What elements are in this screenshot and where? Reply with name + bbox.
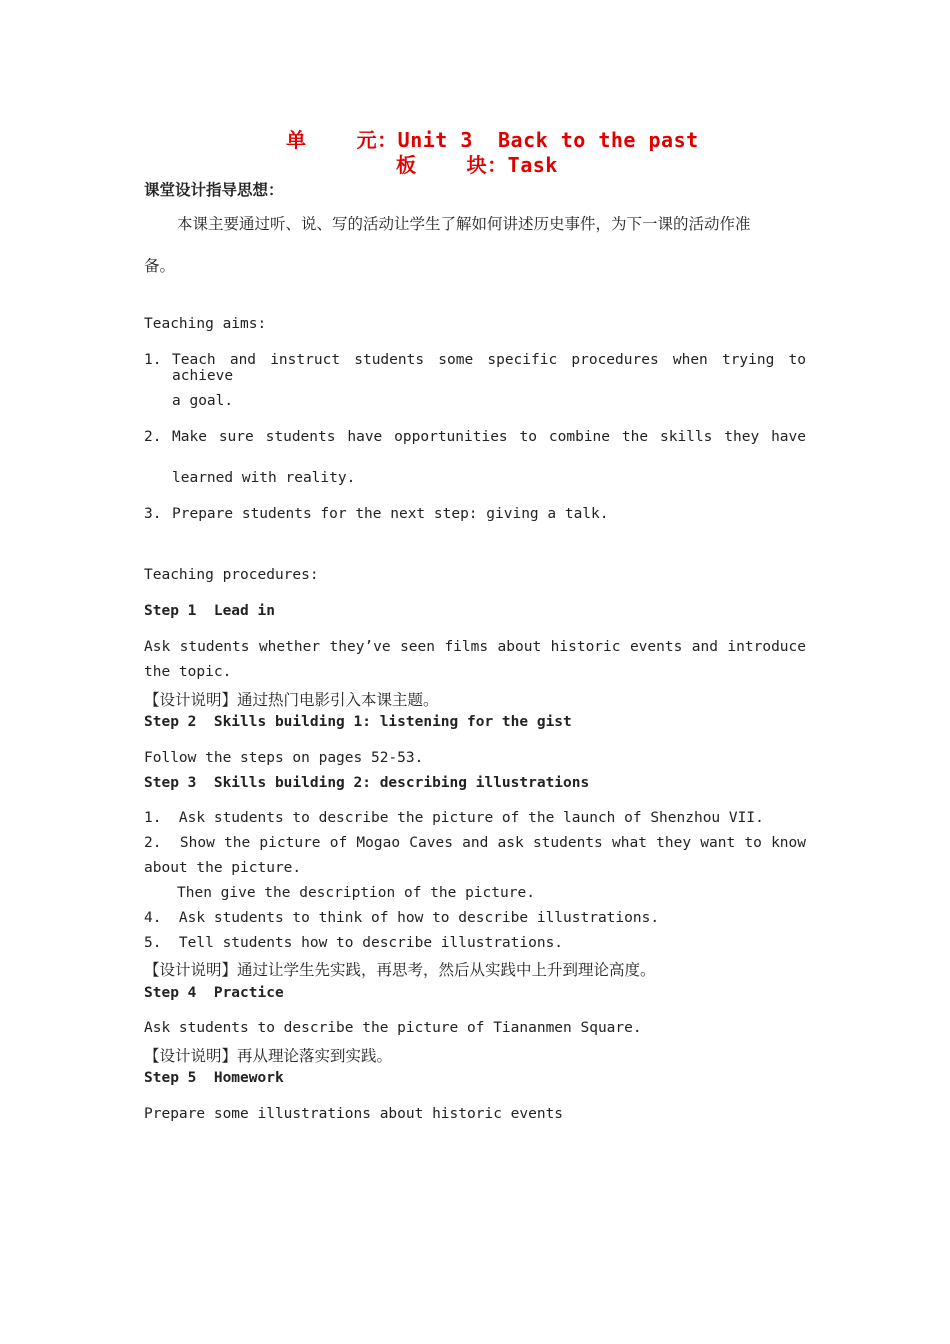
aim-number: 2. <box>144 429 162 445</box>
aim-text-line1: Prepare students for the next step: giving a talk. <box>172 506 609 522</box>
step4-title: Step 4 Practice <box>144 985 284 1001</box>
step3-item2-line2: about the picture. <box>144 860 302 876</box>
step2-text: Follow the steps on pages 52-53. <box>144 750 424 766</box>
step3-item5: 5. Tell students how to describe illustrations. <box>144 935 564 951</box>
title-unit: 单 元：Unit 3 Back to the past <box>286 128 699 152</box>
step3-item1: 1. Ask students to describe the picture of the launch of Shenzhou VII. <box>144 810 764 826</box>
step1-text-line1: Ask students whether they’ve seen films about historic events and introduce <box>144 639 806 655</box>
step1-text-line2: the topic. <box>144 664 232 680</box>
step3-item2-line1: 2. Show the picture of Mogao Caves and ask students what they want to know <box>144 835 806 851</box>
procedures-heading: Teaching procedures: <box>144 567 319 583</box>
step5-text: Prepare some illustrations about historic events <box>144 1106 564 1122</box>
aims-heading: Teaching aims: <box>144 316 267 332</box>
guide-paragraph-line1: 本课主要通过听、说、写的活动让学生了解如何讲述历史事件，为下一课的活动作准 <box>177 215 751 233</box>
step3-item2-line3: Then give the description of the picture. <box>177 885 535 901</box>
aim-text-line1: Teach and instruct students some specific procedures when trying to achieve <box>172 352 806 384</box>
step5-title: Step 5 Homework <box>144 1070 284 1086</box>
aim-number: 1. <box>144 352 162 368</box>
guide-paragraph-line2: 备。 <box>144 257 176 275</box>
step4-text: Ask students to describe the picture of Tiananmen Square. <box>144 1020 642 1036</box>
title-section: 板 块：Task <box>396 153 558 177</box>
aim-number: 3. <box>144 506 162 522</box>
aim-text-line2: learned with reality. <box>172 470 356 486</box>
step3-title: Step 3 Skills building 2: describing illustrations <box>144 775 590 791</box>
aim-text-line1: Make sure students have opportunities to combine the skills they have <box>172 429 806 445</box>
step1-design-note: 【设计说明】通过热门电影引入本课主题。 <box>144 691 439 709</box>
step4-design-note: 【设计说明】再从理论落实到实践。 <box>144 1047 393 1065</box>
aim-text-line2: a goal. <box>172 393 234 409</box>
step1-title: Step 1 Lead in <box>144 603 275 619</box>
step2-title: Step 2 Skills building 1: listening for the gist <box>144 714 572 730</box>
guide-heading: 课堂设计指导思想： <box>144 181 284 199</box>
step3-item4: 4. Ask students to think of how to describe illustrations. <box>144 910 660 926</box>
step3-design-note: 【设计说明】通过让学生先实践，再思考，然后从实践中上升到理论高度。 <box>144 961 656 979</box>
